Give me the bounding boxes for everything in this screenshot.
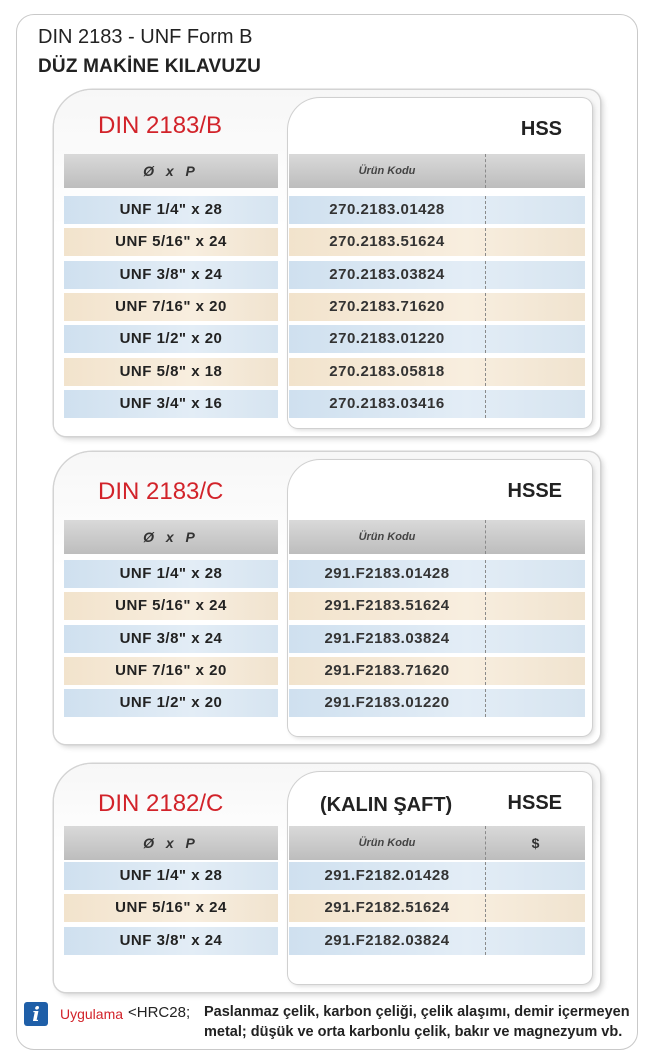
product-code: 291.F2182.01428 [324, 867, 450, 884]
section-din-2183-c [54, 452, 600, 744]
column-divider [485, 154, 486, 188]
table-row [64, 293, 588, 321]
section-title: DIN 2182/C [98, 790, 224, 817]
column-divider [485, 390, 486, 418]
section-din-2182-c [54, 764, 600, 992]
column-divider [485, 826, 486, 860]
table-row [64, 228, 588, 256]
size-cell: UNF 1/2" x 20 [64, 689, 278, 717]
usage-text-line-1: Paslanmaz çelik, karbon çeliği, çelik alaşımı, demir içermeyen [204, 1004, 630, 1020]
code-cell [289, 560, 585, 588]
size-cell: UNF 5/16" x 24 [64, 894, 278, 922]
table-row [64, 862, 588, 890]
product-code: 291.F2183.51624 [324, 597, 450, 615]
size-cell: UNF 1/4" x 28 [64, 196, 278, 224]
product-code: 270.2183.71620 [329, 297, 445, 315]
product-code: 270.2183.01428 [329, 201, 445, 218]
section-din-2183-b [54, 90, 600, 436]
page-title: DIN 2183 - UNF Form B [38, 26, 253, 48]
header-code: Ürün Kodu [358, 531, 416, 543]
section-title: DIN 2183/B [98, 112, 223, 139]
header-size: Ø x P [64, 520, 278, 554]
product-code: 291.F2183.71620 [324, 661, 450, 679]
column-divider [485, 293, 486, 321]
column-divider [485, 358, 486, 386]
material-label: HSS [520, 118, 562, 140]
size-cell: UNF 3/8" x 24 [64, 927, 278, 955]
code-cell [289, 862, 585, 890]
table-row [64, 560, 588, 588]
code-cell [289, 358, 585, 386]
usage-text-line-2: metal; düşük ve orta karbonlu çelik, bakır ve magnezyum vb. [204, 1024, 623, 1040]
table-row [64, 325, 588, 353]
table-header [64, 826, 588, 860]
table-row [64, 261, 588, 289]
table-header [64, 154, 588, 188]
column-divider [485, 560, 486, 588]
size-cell: UNF 1/4" x 28 [64, 862, 278, 890]
code-cell [289, 390, 585, 418]
header-code: Ürün Kodu [358, 165, 416, 177]
header-size: Ø x P [64, 826, 278, 860]
column-divider [485, 196, 486, 224]
size-cell: UNF 5/16" x 24 [64, 592, 278, 620]
column-divider [485, 325, 486, 353]
info-icon: i [24, 1002, 48, 1026]
header-code-cell [289, 154, 585, 188]
table-row [64, 625, 588, 653]
size-cell: UNF 3/8" x 24 [64, 261, 278, 289]
section-title: DIN 2183/C [98, 478, 224, 505]
product-code: 291.F2182.51624 [324, 899, 450, 917]
code-cell [289, 592, 585, 620]
table-row [64, 927, 588, 955]
code-cell [289, 657, 585, 685]
product-code: 291.F2182.03824 [324, 931, 450, 949]
column-divider [485, 689, 486, 717]
size-cell: UNF 3/8" x 24 [64, 625, 278, 653]
column-divider [485, 927, 486, 955]
size-cell: UNF 1/2" x 20 [64, 325, 278, 353]
product-code: 291.F2183.03824 [324, 629, 450, 647]
header-size: Ø x P [64, 154, 278, 188]
code-cell [289, 293, 585, 321]
header-code-cell [289, 826, 585, 860]
size-cell: UNF 1/4" x 28 [64, 560, 278, 588]
column-divider [485, 228, 486, 256]
header-price: $ [531, 835, 540, 851]
table-row [64, 689, 588, 717]
column-divider [485, 894, 486, 922]
code-cell [289, 196, 585, 224]
header-price [486, 154, 585, 188]
product-code: 270.2183.03416 [329, 394, 445, 412]
code-cell [289, 927, 585, 955]
size-cell: UNF 5/16" x 24 [64, 228, 278, 256]
table-row [64, 592, 588, 620]
usage-footer [20, 1000, 632, 1046]
column-divider [485, 261, 486, 289]
code-cell [289, 228, 585, 256]
column-divider [485, 625, 486, 653]
product-code: 270.2183.51624 [329, 233, 445, 251]
table-header [64, 520, 588, 554]
code-cell [289, 261, 585, 289]
product-code: 270.2183.03824 [329, 265, 445, 283]
size-cell: UNF 3/4" x 16 [64, 390, 278, 418]
hardness-limit: <HRC28; [128, 1004, 191, 1021]
product-code: 291.F2183.01220 [324, 694, 450, 712]
column-divider [485, 862, 486, 890]
column-divider [485, 592, 486, 620]
size-cell: UNF 5/8" x 18 [64, 358, 278, 386]
table-row [64, 196, 588, 224]
code-cell [289, 325, 585, 353]
table-row [64, 358, 588, 386]
page-subtitle: DÜZ MAKİNE KILAVUZU [38, 56, 261, 77]
column-divider [485, 520, 486, 554]
code-cell [289, 689, 585, 717]
size-cell: UNF 7/16" x 20 [64, 657, 278, 685]
table-row [64, 657, 588, 685]
size-cell: UNF 7/16" x 20 [64, 293, 278, 321]
table-row [64, 390, 588, 418]
table-row [64, 894, 588, 922]
usage-label: Uygulama [60, 1006, 124, 1022]
code-cell [289, 894, 585, 922]
product-code: 270.2183.05818 [329, 362, 445, 380]
header-price [486, 520, 585, 554]
column-divider [485, 657, 486, 685]
product-code: 270.2183.01220 [329, 330, 445, 348]
header-code: Ürün Kodu [358, 837, 416, 849]
shaft-note: (KALIN ŞAFT) [320, 794, 453, 816]
material-label: HSSE [507, 792, 562, 814]
material-label: HSSE [507, 480, 562, 502]
product-code: 291.F2183.01428 [324, 565, 450, 582]
header-code-cell [289, 520, 585, 554]
code-cell [289, 625, 585, 653]
